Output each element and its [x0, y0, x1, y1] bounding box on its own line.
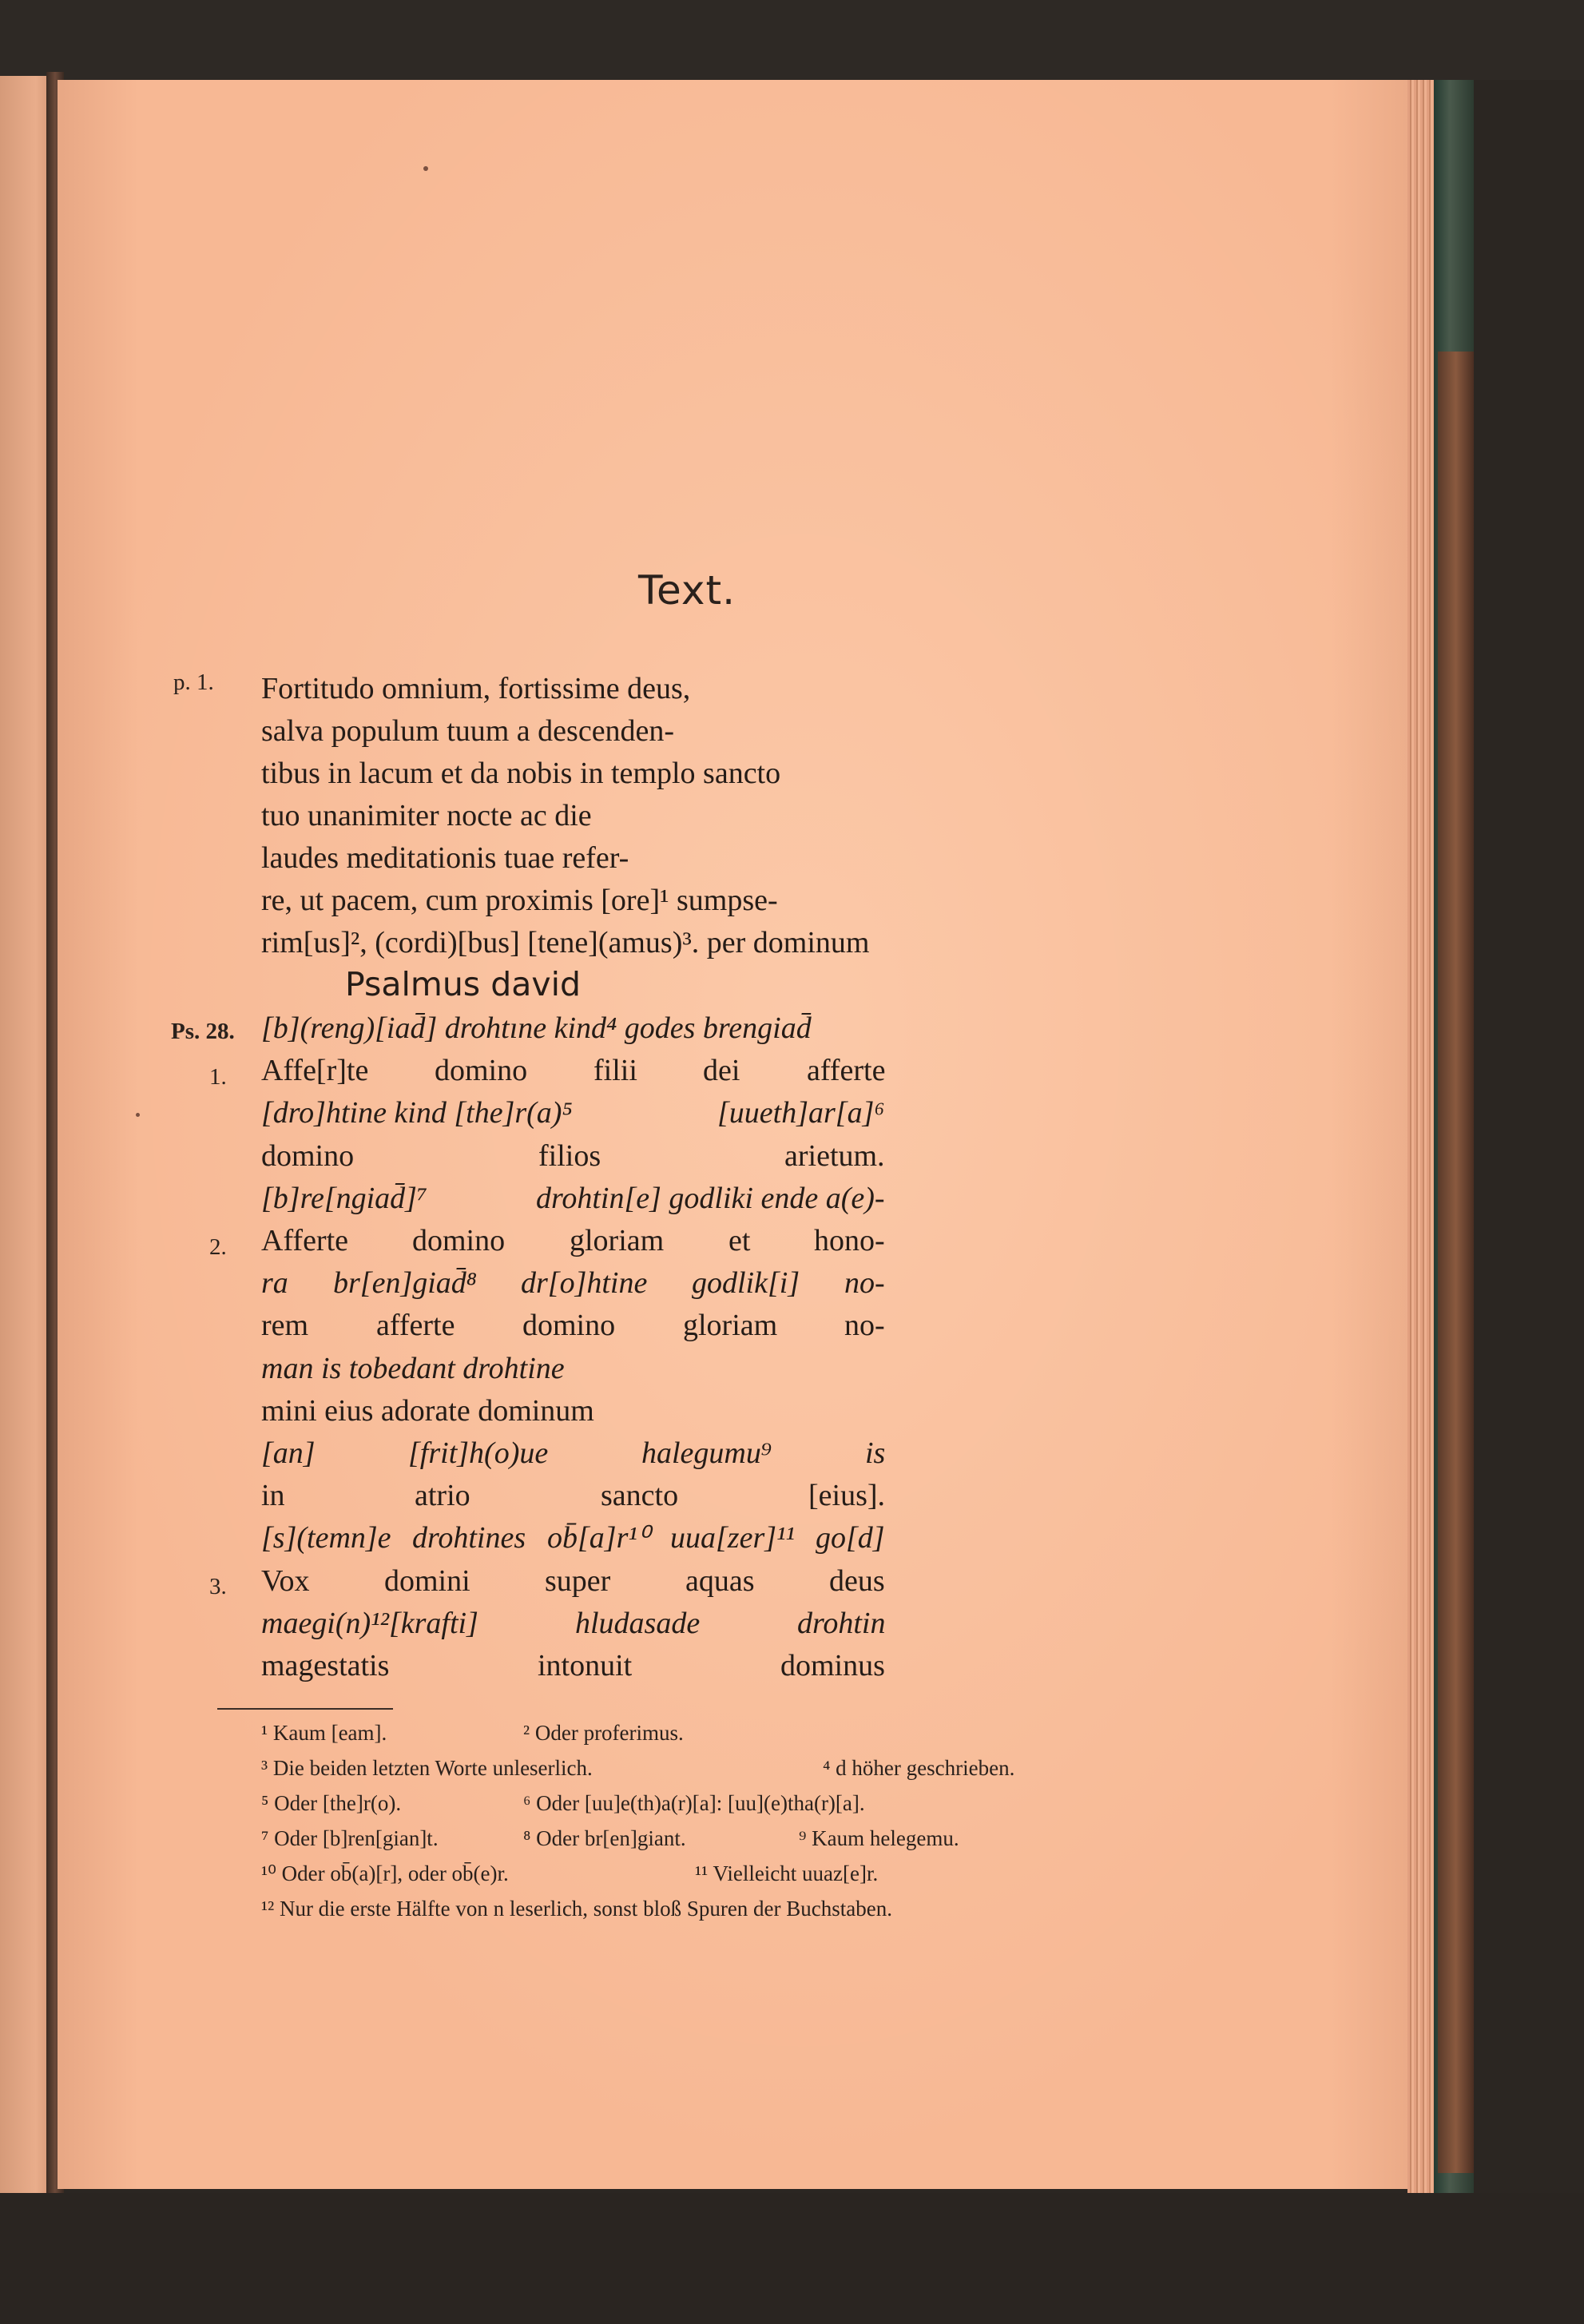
latin-psalm-line-segment: Affe[r]te — [261, 1054, 369, 1087]
footnote: ⁷ Oder [b]ren[gian]t. — [261, 1826, 439, 1850]
latin-psalm-line-segment: domino — [261, 1139, 355, 1173]
old-saxon-gloss-line-segment: [dro]htine kind [the]r(a)⁵ — [261, 1096, 573, 1130]
old-saxon-gloss-line-segment: hludasade — [575, 1607, 701, 1640]
old-saxon-gloss-line-segment: godlik[i] — [692, 1266, 800, 1300]
latin-psalm-line-segment: aquas — [685, 1564, 755, 1598]
old-saxon-gloss-line-segment: [frit]h(o)ue — [408, 1436, 549, 1470]
footnote: ³ Die beiden letzten Worte unleserlich. — [261, 1756, 593, 1780]
prayer-line: rim[us]², (cordi)[bus] [tene](amus)³. per dominum — [261, 926, 870, 959]
latin-psalm-line: mini eius adorate dominum — [261, 1394, 594, 1428]
latin-psalm-line-segment: domino — [412, 1224, 506, 1257]
psalm-title: Psalmus david — [345, 965, 582, 1003]
footnote: ⁴ d höher geschrieben. — [823, 1756, 1015, 1780]
latin-psalm-line-segment: deus — [829, 1564, 885, 1598]
old-saxon-gloss-line-segment: drohtines — [412, 1521, 526, 1555]
old-saxon-gloss-line-segment: br[en]giad̄⁸ — [333, 1266, 477, 1300]
footnote: ¹ Kaum [eam]. — [261, 1721, 387, 1745]
old-saxon-gloss-line-segment: is — [865, 1436, 886, 1470]
latin-psalm-line-segment: super — [545, 1564, 611, 1598]
old-saxon-gloss-line-segment: maegi(n)¹²[krafti] — [261, 1607, 478, 1640]
latin-psalm-line-segment: gloriam — [683, 1309, 778, 1342]
latin-psalm-line-segment: rem — [261, 1309, 309, 1342]
latin-psalm-line-segment: magestatis — [261, 1649, 390, 1682]
footnote: ⁶ Oder [uu]e(th)a(r)[a]: [uu](e)tha(r)[a]. — [523, 1791, 865, 1815]
old-saxon-gloss-line: man is tobedant drohtine — [261, 1352, 565, 1385]
prayer-line: salva populum tuum a descenden- — [261, 714, 675, 748]
scan-background-top — [0, 0, 1584, 80]
footnote: ¹¹ Vielleicht uuaz[e]r. — [695, 1861, 879, 1885]
old-saxon-gloss-line-segment: uua[zer]¹¹ — [670, 1521, 795, 1555]
latin-psalm-line-segment: hono- — [814, 1224, 885, 1257]
old-saxon-gloss-line-segment: dr[o]htine — [521, 1266, 648, 1300]
verse-number: 3. — [209, 1574, 227, 1599]
prayer-line: tibus in lacum et da nobis in templo sancto — [261, 757, 781, 790]
latin-psalm-line-segment: gloriam — [570, 1224, 665, 1257]
scan-background-bottom — [0, 2193, 1584, 2324]
latin-psalm-line-segment: atrio — [415, 1479, 470, 1512]
latin-psalm-line-segment: domino — [522, 1309, 616, 1342]
latin-psalm-line-segment: intonuit — [538, 1649, 633, 1682]
latin-psalm-line-segment: filios — [538, 1139, 601, 1173]
footnote: ⁸ Oder br[en]giant. — [523, 1826, 686, 1850]
prayer-line: Fortitudo omnium, fortissime deus, — [261, 672, 691, 705]
footnote: ² Oder proferimus. — [523, 1721, 684, 1745]
old-saxon-gloss-line-segment: [an] — [261, 1436, 316, 1470]
prayer-line: re, ut pacem, cum proximis [ore]¹ sumpse- — [261, 884, 778, 917]
old-saxon-gloss-line-segment: drohtin[e] godliki ende a(e)- — [536, 1182, 885, 1215]
ink-speck — [423, 166, 428, 171]
latin-psalm-line-segment: dominus — [780, 1649, 885, 1682]
footnote-rule — [217, 1708, 393, 1710]
old-saxon-gloss-line-segment: ob̄[a]r¹⁰ — [547, 1521, 649, 1555]
old-saxon-gloss-line-segment: go[d] — [816, 1521, 885, 1555]
latin-psalm-line-segment: no- — [844, 1309, 885, 1342]
old-saxon-gloss-line-segment: [uueth]ar[a]⁶ — [717, 1096, 885, 1130]
page-heading: Text. — [637, 567, 736, 614]
psalm-reference: Ps. 28. — [171, 1019, 235, 1044]
old-saxon-gloss-line-segment: no- — [844, 1266, 885, 1300]
latin-psalm-line-segment: domino — [435, 1054, 528, 1087]
latin-psalm-line-segment: [eius]. — [808, 1479, 886, 1512]
latin-psalm-line-segment: in — [261, 1479, 285, 1512]
prayer-line: laudes meditationis tuae refer- — [261, 841, 629, 875]
old-saxon-gloss-line-segment: halegumu⁹ — [641, 1436, 772, 1470]
latin-psalm-line-segment: sancto — [601, 1479, 679, 1512]
footnote: ¹² Nur die erste Hälfte von n leserlich, sonst bloß Spuren der Buchstaben. — [261, 1897, 893, 1921]
latin-psalm-line-segment: Vox — [261, 1564, 310, 1598]
ink-speck — [136, 1113, 140, 1117]
latin-psalm-line-segment: arietum. — [784, 1139, 885, 1173]
latin-psalm-line-segment: filii — [594, 1054, 637, 1087]
old-saxon-gloss-line-segment: ra — [261, 1266, 288, 1300]
book-cover-board — [1438, 352, 1474, 2173]
prayer-line: tuo unanimiter nocte ac die — [261, 799, 592, 832]
latin-psalm-line-segment: domini — [384, 1564, 470, 1598]
footnote: ⁹ Kaum helegemu. — [799, 1826, 959, 1850]
latin-psalm-line-segment: afferte — [376, 1309, 455, 1342]
latin-psalm-line-segment: dei — [703, 1054, 740, 1087]
latin-psalm-line-segment: afferte — [807, 1054, 886, 1087]
footnote: ¹⁰ Oder ob̄(a)[r], oder ob̄(e)r. — [261, 1861, 509, 1885]
old-saxon-gloss-line: [b](reng)[iad̄] drohtıne kind⁴ godes brengiad̄ — [261, 1011, 812, 1045]
footnote: ⁵ Oder [the]r(o). — [261, 1791, 402, 1815]
page-reference: p. 1. — [173, 669, 214, 695]
latin-psalm-line-segment: et — [728, 1224, 751, 1257]
latin-psalm-line-segment: Afferte — [261, 1224, 349, 1257]
verse-number: 2. — [209, 1234, 227, 1260]
old-saxon-gloss-line-segment: drohtin — [797, 1607, 886, 1640]
old-saxon-gloss-line-segment: [b]re[ngiad̄]⁷ — [261, 1182, 428, 1215]
old-saxon-gloss-line-segment: [s](temn]e — [261, 1521, 391, 1555]
verse-number: 1. — [209, 1064, 227, 1090]
